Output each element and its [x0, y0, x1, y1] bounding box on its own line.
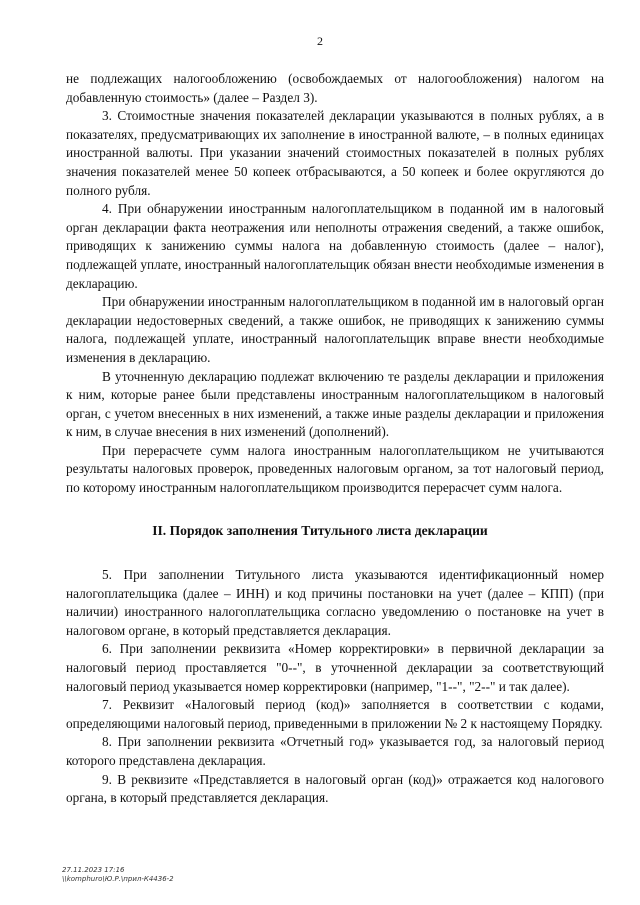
paragraph: 6. При заполнении реквизита «Номер корректировки» в первичной декларации за налоговый период проставляется "0--", в уточненной декларации за соответствующий налоговый период указывается номер корректировки (например, "1--", "2--" и так далее). [66, 641, 604, 694]
footer-timestamp: 27.11.2023 17:16 [62, 866, 125, 874]
footer-file-path: \\komphuro\Ю.Р.\прил-К4436-2 [62, 875, 174, 883]
section-2-body [66, 566, 604, 808]
paragraph: При перерасчете сумм налога иностранным налогоплательщиком не учитываются результаты налоговых проверок, проведенных налоговым органом, за тот налоговый период, по которому иностранным налогоплательщиком производится перерасчет сумм налога. [66, 442, 604, 496]
paragraph: 9. В реквизите «Представляется в налоговый орган (код)» отражается код налогового органа, в который представляется декларация. [66, 771, 604, 806]
paragraph: В уточненную декларацию подлежат включению те разделы декларации и приложения к ним, которые ранее были представлены иностранным налогоплательщиком в налоговый орган, с учетом внесенных в них изменений, а также иные разделы декларации и приложения к ним, в случае внесения в них изменений (дополнений). [66, 368, 604, 440]
paragraph: 8. При заполнении реквизита «Отчетный год» указывается год, за налоговый период которого представлена декларация. [66, 734, 604, 768]
paragraph: 5. При заполнении Титульного листа указываются идентификационный номер налогоплательщика (далее – ИНН) и код причины постановки на учет (далее – КПП) (при наличии) иностранного налогоплательщика согласно уведомлению о постановке на учет в налоговом органе, в который представляется декларация. [66, 567, 604, 638]
paragraph: 7. Реквизит «Налоговый период (код)» заполняется в соответствии с кодами, определяющими налоговый период, приведенными в приложении № 2 к настоящему Порядку. [66, 697, 604, 731]
section-1-body [66, 70, 604, 498]
page-number: 2 [317, 34, 323, 48]
section-heading: II. Порядок заполнения Титульного листа декларации [152, 523, 488, 538]
paragraph: не подлежащих налогообложению (освобождаемых от налогообложения) налогом на добавленную стоимость» (далее – Раздел 3). [66, 71, 604, 105]
paragraph: При обнаружении иностранным налогоплательщиком в поданной им в налоговый орган декларации недостоверных сведений, а также ошибок, не приводящих к занижению суммы налога, подлежащей уплате, иностранный налогоплательщик вправе внести необходимые изменения в декларацию. [66, 294, 604, 365]
document-footer [62, 866, 174, 884]
paragraph: 3. Стоимостные значения показателей декларации указываются в полных рублях, а в показателях, предусматривающих их заполнение в иностранной валюте, – в полных единицах иностранной валюты. При указании значений стоимостных показателей в полных рублях значения показателей менее 50 копеек отбрасываются, а 50 копеек и более округляются до полного рубля. [66, 108, 604, 198]
paragraph: 4. При обнаружении иностранным налогоплательщиком в поданной им в налоговый орган декларации факта неотражения или неполноты отражения сведений, а также ошибок, приводящих к занижению суммы налога на добавленную стоимость (далее – налог), подлежащей уплате, иностранный налогоплательщик обязан внести необходимые изменения в декларацию. [66, 201, 604, 291]
